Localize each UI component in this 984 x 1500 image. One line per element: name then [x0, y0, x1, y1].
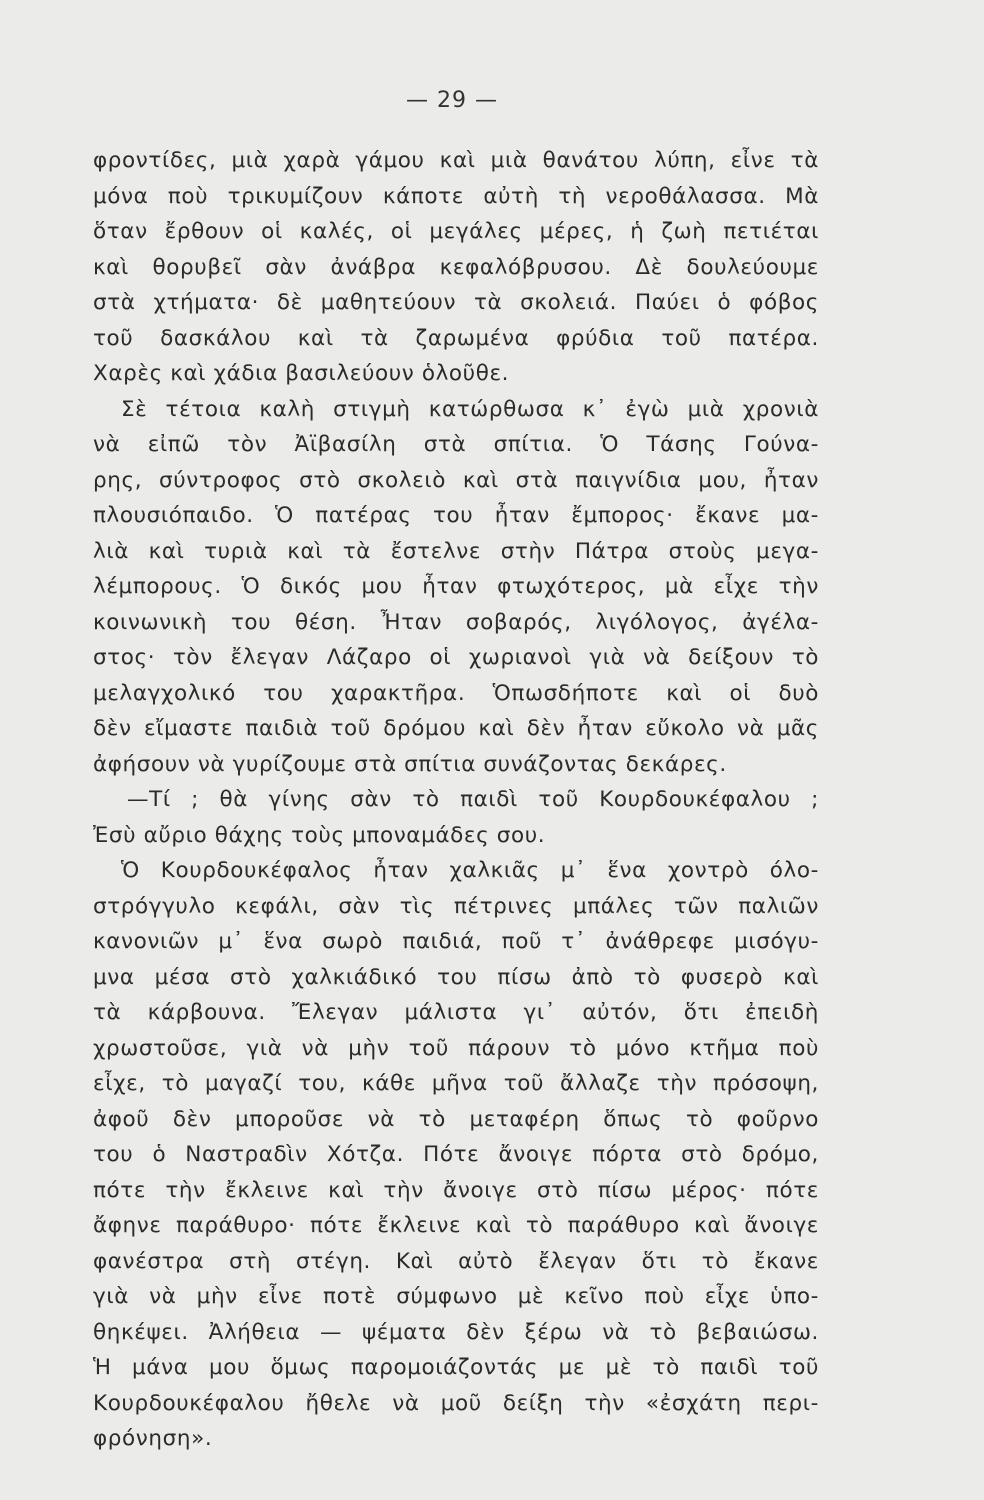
- text-line: Ἐσὺ αὔριο θάχης τοὺς μποναμάδες σου.: [93, 822, 546, 848]
- text-line: νὰ εἰπῶ τὸν Ἀϊβασίλη στὰ σπίτια. Ὁ Τάσης Γούνα-: [93, 432, 819, 457]
- text-line: στὰ χτήματα· δὲ μαθητεύουν τὰ σκολειά. Παύει ὁ φόβος: [93, 290, 819, 315]
- text-line: δὲν εἴμαστε παιδιὰ τοῦ δρόμου καὶ δὲν ἦταν εὔκολο νὰ μᾶς: [93, 716, 819, 741]
- text-line: πότε τὴν ἔκλεινε καὶ τὴν ἄνοιγε στὸ πίσω μέρος· πότε: [93, 1177, 819, 1203]
- text-line: ἀφήσουν νὰ γυρίζουμε στὰ σπίτια συνάζοντας δεκάρες.: [93, 751, 727, 777]
- text-line: στος· τὸν ἔλεγαν Λάζαρο οἱ χωριανοὶ γιὰ νὰ δείξουν τὸ: [93, 645, 819, 670]
- text-line: ὅταν ἔρθουν οἱ καλές, οἱ μεγάλες μέρες, ἡ ζωὴ πετιέται: [93, 219, 819, 244]
- text-line: ἄφηνε παράθυρο· πότε ἔκλεινε καὶ τὸ παράθυρο καὶ ἄνοιγε: [93, 1213, 819, 1238]
- text-line: μνα μέσα στὸ χαλκιάδικό του πίσω ἀπὸ τὸ φυσερὸ καὶ: [93, 964, 819, 990]
- page-number: — 29 —: [406, 88, 498, 113]
- text-line: στρόγγυλο κεφάλι, σὰν τὶς πέτρινες μπάλες τῶν παλιῶν: [93, 893, 819, 919]
- text-line: ρης, σύντροφος στὸ σκολειὸ καὶ στὰ παιγνίδια μου, ἦταν: [93, 467, 819, 493]
- text-line: γιὰ νὰ μὴν εἶνε ποτὲ σύμφωνο μὲ κεῖνο ποὺ εἶχε ὑπο-: [93, 1284, 819, 1309]
- text-line: φροντίδες, μιὰ χαρὰ γάμου καὶ μιὰ θανάτου λύπη, εἶνε τὰ: [93, 148, 819, 173]
- text-line: μόνα ποὺ τρικυμίζουν κάποτε αὐτὴ τὴ νεροθάλασσα. Μὰ: [93, 183, 819, 209]
- text-line: πλουσιόπαιδο. Ὁ πατέρας του ἦταν ἔμπορος· ἔκανε μα-: [93, 503, 819, 528]
- text-line: κοινωνικὴ του θέση. Ἦταν σοβαρός, λιγόλογος, ἀγέλα-: [93, 609, 819, 635]
- text-line: εἶχε, τὸ μαγαζί του, κάθε μῆνα τοῦ ἄλλαζε τὴν πρόσοψη,: [93, 1071, 819, 1096]
- text-line: Χαρὲς καὶ χάδια βασιλεύουν ὁλοῦθε.: [93, 361, 510, 386]
- text-line: Κουρδουκέφαλου ἤθελε νὰ μοῦ δείξη τὴν «ἐσχάτη περι-: [93, 1390, 819, 1416]
- body-text: [93, 143, 819, 1457]
- text-line: θηκέψει. Ἀλήθεια — ψέματα δὲν ξέρω νὰ τὸ βεβαιώσω.: [93, 1319, 819, 1345]
- text-line: τὰ κάρβουνα. Ἔλεγαν μάλιστα γι᾽ αὐτόν, ὅτι ἐπειδὴ: [93, 1000, 819, 1025]
- text-line: καὶ θορυβεῖ σὰν ἀνάβρα κεφαλόβρυσου. Δὲ δουλεύουμε: [93, 254, 819, 280]
- text-line: τοῦ δασκάλου καὶ τὰ ζαρωμένα φρύδια τοῦ πατέρα.: [93, 325, 819, 351]
- text-line: κανονιῶν μ᾽ ἕνα σωρὸ παιδιά, ποῦ τ᾽ ἀνάθρεφε μισόγυ-: [93, 929, 819, 954]
- text-line: Ἡ μάνα μου ὅμως παρομοιάζοντάς με μὲ τὸ παιδὶ τοῦ: [93, 1355, 819, 1380]
- text-line: φρόνηση».: [93, 1426, 213, 1451]
- dialogue-line: —Τί ; θὰ γίνης σὰν τὸ παιδὶ τοῦ Κουρδουκέφαλου ;: [127, 787, 819, 812]
- text-line: ἀφοῦ δὲν μποροῦσε νὰ τὸ μεταφέρη ὅπως τὸ φοῦρνο: [93, 1106, 819, 1132]
- paragraph-start-line: Ὁ Κουρδουκέφαλος ἦταν χαλκιᾶς μ᾽ ἕνα χοντρὸ όλο-: [121, 858, 819, 883]
- text-line: του ὁ Ναστραδὶν Χότζα. Πότε ἄνοιγε πόρτα στὸ δρόμο,: [93, 1142, 819, 1167]
- paragraph-start-line: Σὲ τέτοια καλὴ στιγμὴ κατώρθωσα κ᾽ ἐγὼ μιὰ χρονιὰ: [121, 396, 819, 422]
- text-line: φανέστρα στὴ στέγη. Καὶ αὐτὸ ἔλεγαν ὅτι τὸ ἔκανε: [93, 1248, 819, 1274]
- text-line: μελαγχολικό του χαρακτῆρα. Ὁπωσδήποτε καὶ οἱ δυὸ: [93, 680, 819, 706]
- text-line: λιὰ καὶ τυριὰ καὶ τὰ ἔστελνε στὴν Πάτρα στοὺς μεγα-: [93, 538, 819, 564]
- text-line: λέμπορους. Ὁ δικός μου ἦταν φτωχότερος, μὰ εἶχε τὴν: [93, 574, 819, 599]
- text-line: χρωστοῦσε, γιὰ νὰ μὴν τοῦ πάρουν τὸ μόνο κτῆμα ποὺ: [93, 1035, 819, 1061]
